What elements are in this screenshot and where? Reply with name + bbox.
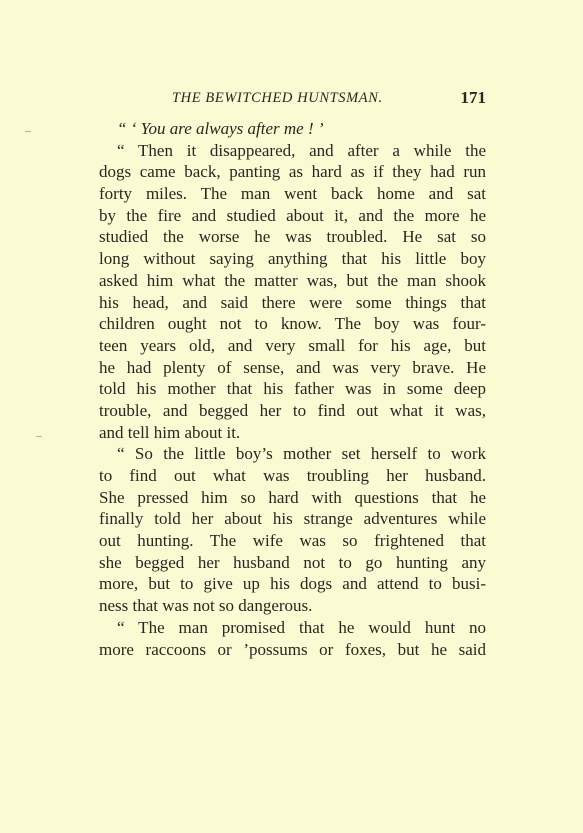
text-line: finally told her about his strange adventures while [99, 509, 486, 529]
text-line: dogs came back, panting as hard as if they had run [99, 162, 486, 182]
text-line: “ Then it disappeared, and after a while the [117, 140, 486, 160]
text-line: to find out what was troubling her husband. [99, 466, 486, 485]
text-line: more raccoons or ’possums or foxes, but he said [99, 639, 486, 659]
text-line: and tell him about it. [99, 422, 241, 442]
text-line: “ So the little boy’s mother set herself to work [117, 444, 486, 464]
text-line: “ The man promised that he would hunt no [117, 617, 486, 637]
margin-mark [25, 131, 31, 132]
text-line: teen years old, and very small for his age, but [99, 335, 486, 355]
text-line: ness that was not so dangerous. [99, 596, 313, 616]
text-line: children ought not to know. The boy was four- [99, 314, 486, 334]
text-line: by the fire and studied about it, and the more he [99, 205, 486, 225]
page-number: 171 [460, 88, 486, 107]
text-line: told his mother that his father was in some deep [99, 379, 486, 399]
text-line: She pressed him so hard with questions that he [99, 487, 486, 507]
text-line: more, but to give up his dogs and attend to busi- [99, 574, 486, 594]
running-title: THE BEWITCHED HUNTSMAN. [172, 90, 383, 106]
text-line: long without saying anything that his little boy [99, 249, 486, 269]
text-line: forty miles. The man went back home and sat [99, 184, 486, 204]
text-line: he had plenty of sense, and was very brave. He [99, 357, 486, 377]
text-line: asked him what the matter was, but the man shook [99, 270, 486, 290]
running-header [100, 88, 486, 112]
text-line: out hunting. The wife was so frightened that [99, 531, 486, 551]
text-line: studied the worse he was troubled. He sat so [99, 227, 486, 247]
body-text [99, 118, 486, 660]
text-line: trouble, and begged her to find out what it was, [99, 400, 486, 420]
text-line: “ ‘ You are always after me ! ’ [117, 119, 324, 138]
text-line: his head, and said there were some things that [99, 292, 486, 312]
margin-mark [36, 436, 42, 437]
text-line: she begged her husband not to go hunting any [99, 552, 486, 572]
